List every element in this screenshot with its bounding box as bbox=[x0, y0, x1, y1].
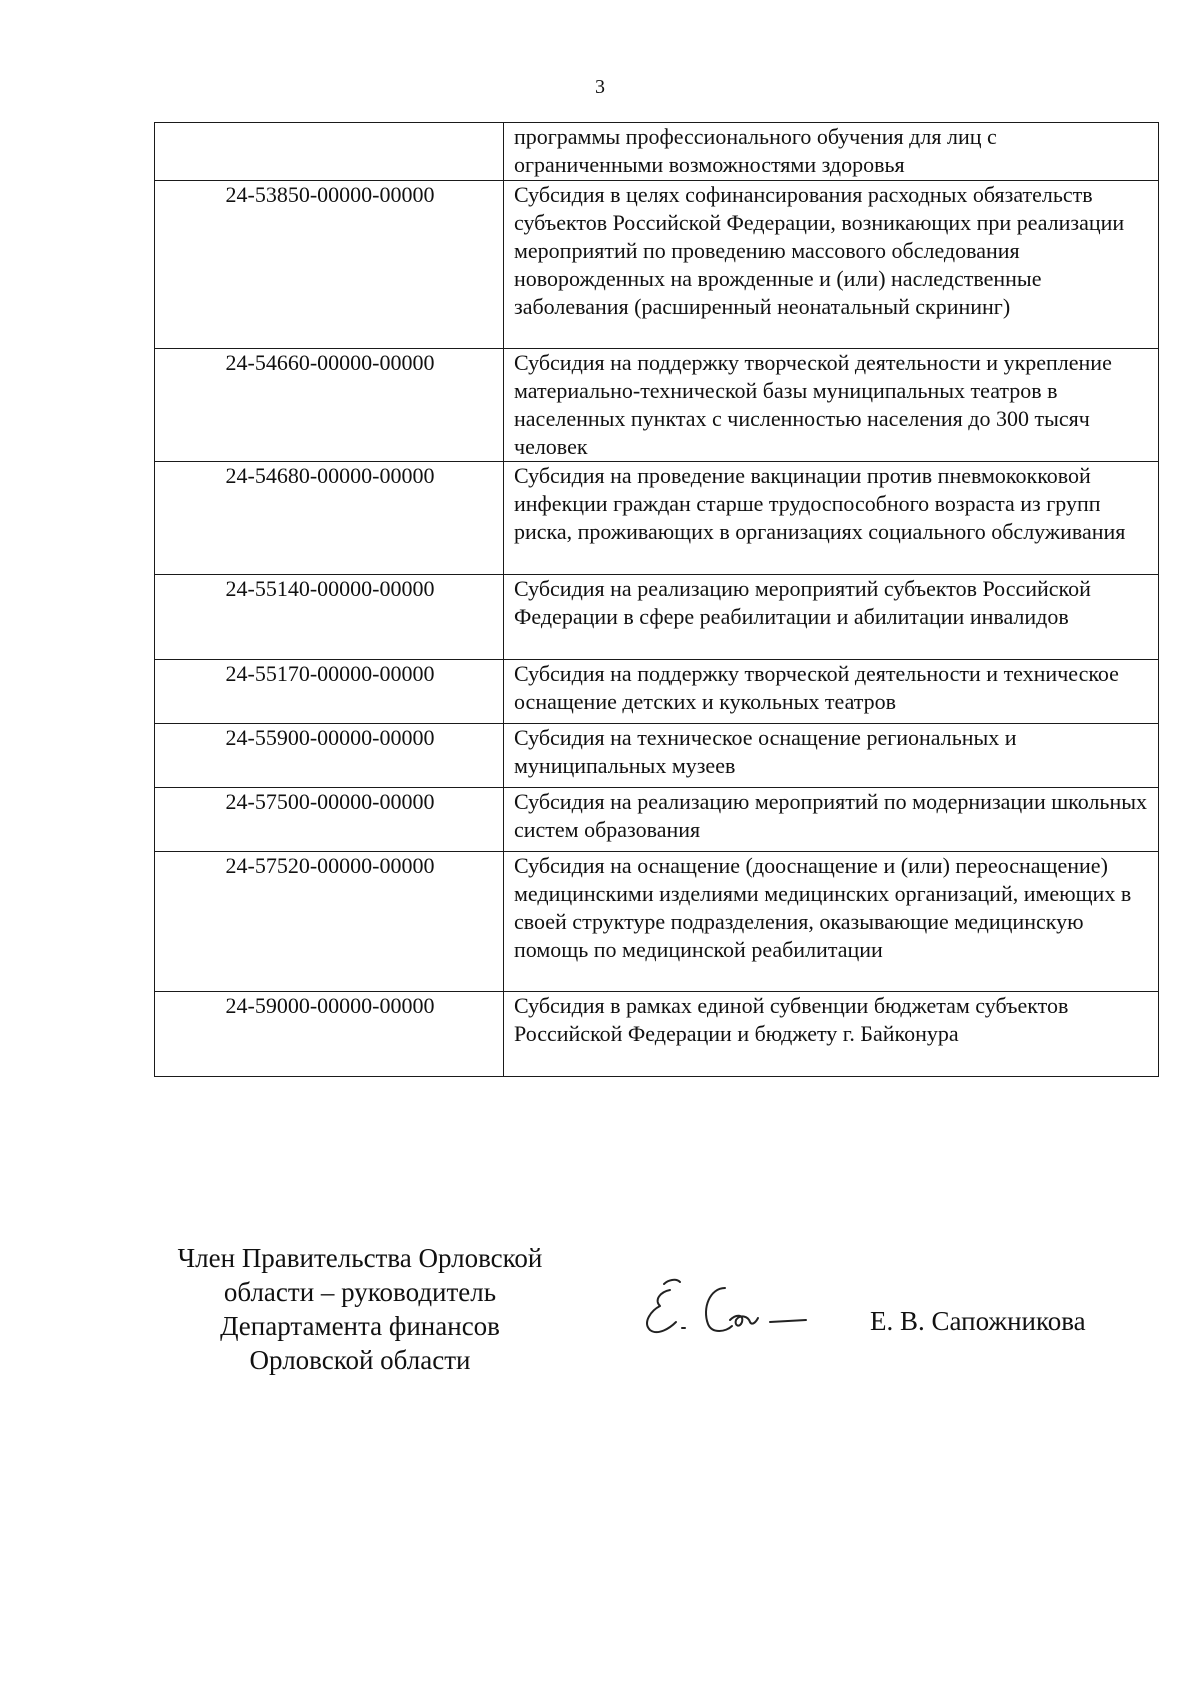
description-cell: Субсидия на техническое оснащение региональных и муниципальных музеев bbox=[504, 724, 1159, 788]
signer-position-line: Департамента финансов bbox=[220, 1311, 500, 1341]
code-cell: 24-53850-00000-00000 bbox=[155, 181, 504, 349]
table-row bbox=[155, 660, 1159, 724]
code-cell: 24-55170-00000-00000 bbox=[155, 660, 504, 724]
code-cell: 24-54680-00000-00000 bbox=[155, 462, 504, 575]
description-cell: Субсидия в рамках единой субвенции бюджетам субъектов Российской Федерации и бюджету г. Байконура bbox=[504, 992, 1159, 1077]
code-cell bbox=[155, 123, 504, 181]
table-row bbox=[155, 852, 1159, 992]
signer-position bbox=[150, 1241, 570, 1377]
code-cell: 24-59000-00000-00000 bbox=[155, 992, 504, 1077]
code-cell: 24-54660-00000-00000 bbox=[155, 349, 504, 462]
table-row bbox=[155, 575, 1159, 660]
code-cell: 24-57520-00000-00000 bbox=[155, 852, 504, 992]
table-row bbox=[155, 462, 1159, 575]
signer-position-line: Орловской области bbox=[249, 1345, 471, 1375]
code-cell: 24-55140-00000-00000 bbox=[155, 575, 504, 660]
table-row bbox=[155, 349, 1159, 462]
table-row bbox=[155, 788, 1159, 852]
table-row bbox=[155, 992, 1159, 1077]
signer-position-line: области – руководитель bbox=[223, 1277, 497, 1307]
description-cell: Субсидия на оснащение (дооснащение и (или) переоснащение) медицинскими изделиями медицинских организаций, имеющих в своей структуре подразделения, оказывающие медицинскую помощь по медицинской реабилитации bbox=[504, 852, 1159, 992]
page-number: 3 bbox=[595, 76, 605, 98]
description-cell: Субсидия на реализацию мероприятий субъектов Российской Федерации в сфере реабилитации и абилитации инвалидов bbox=[504, 575, 1159, 660]
description-cell: Субсидия в целях софинансирования расходных обязательств субъектов Российской Федерации, возникающих при реализации мероприятий по проведению массового обследования новорожденных на врожденные и (или) наследственные заболевания (расширенный неонатальный скрининг) bbox=[504, 181, 1159, 349]
code-cell: 24-55900-00000-00000 bbox=[155, 724, 504, 788]
signer-name: Е. В. Сапожникова bbox=[870, 1306, 1086, 1336]
signer-position-line: Член Правительства Орловской bbox=[177, 1243, 543, 1273]
description-cell: программы профессионального обучения для лиц с ограниченными возможностями здоровья bbox=[504, 123, 1159, 181]
description-cell: Субсидия на поддержку творческой деятельности и техническое оснащение детских и кукольных театров bbox=[504, 660, 1159, 724]
table-row bbox=[155, 724, 1159, 788]
description-cell: Субсидия на поддержку творческой деятельности и укрепление материально-технической базы муниципальных театров в населенных пунктах с численностью населения до 300 тысяч человек bbox=[504, 349, 1159, 462]
table-row bbox=[155, 123, 1159, 181]
table-row bbox=[155, 181, 1159, 349]
code-cell: 24-57500-00000-00000 bbox=[155, 788, 504, 852]
budget-codes-table bbox=[154, 122, 1159, 1077]
description-cell: Субсидия на реализацию мероприятий по модернизации школьных систем образования bbox=[504, 788, 1159, 852]
description-cell: Субсидия на проведение вакцинации против пневмококковой инфекции граждан старше трудоспособного возраста из групп риска, проживающих в организациях социального обслуживания bbox=[504, 462, 1159, 575]
handwritten-signature bbox=[630, 1270, 810, 1350]
